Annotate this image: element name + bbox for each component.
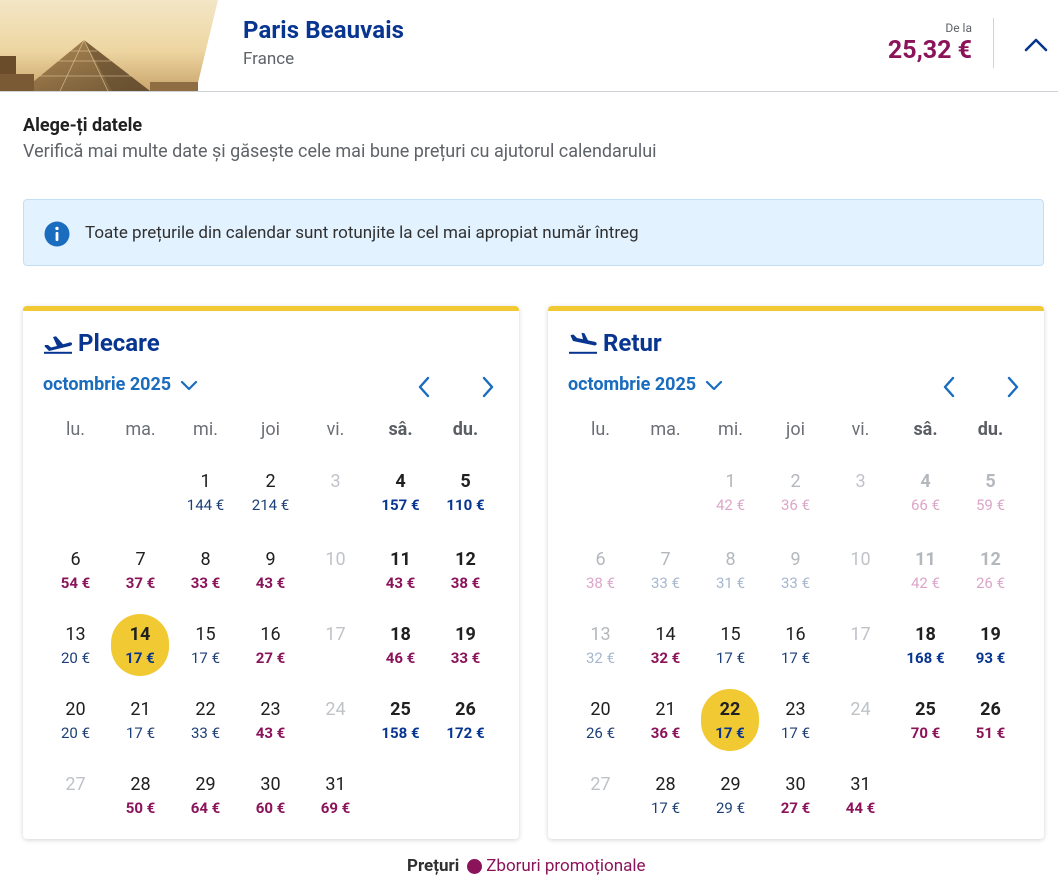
day-number: 4 (920, 471, 931, 492)
day-number: 11 (915, 549, 936, 570)
return-month-label: octombrie 2025 (568, 374, 697, 395)
day-cell[interactable] (368, 689, 433, 751)
day-number: 13 (590, 624, 611, 645)
day-cell (303, 689, 368, 751)
calendar-week (43, 461, 499, 539)
day-number: 21 (130, 699, 151, 720)
day-number: 28 (130, 774, 151, 795)
day-cell[interactable] (173, 614, 238, 676)
price-legend (407, 856, 646, 876)
day-cell[interactable] (763, 689, 828, 751)
day-number: 16 (785, 624, 806, 645)
day-cell[interactable] (43, 689, 108, 751)
day-price: 17 € (715, 724, 745, 742)
day-price: 157 € (381, 496, 420, 514)
day-number: 6 (70, 549, 81, 570)
empty-day-cell (433, 764, 498, 826)
day-cell[interactable] (303, 764, 368, 826)
departure-month-select[interactable] (43, 374, 198, 395)
promo-price: 44 € (845, 799, 876, 817)
day-cell[interactable] (828, 764, 893, 826)
day-price: 32 € (585, 649, 615, 667)
day-cell[interactable] (173, 689, 238, 751)
day-number: 15 (720, 624, 741, 645)
day-cell[interactable] (238, 764, 303, 826)
day-number: 20 (65, 699, 86, 720)
calendar-week (568, 614, 1024, 689)
calendar-week (568, 539, 1024, 614)
day-cell[interactable] (698, 614, 763, 676)
calendar-week (43, 614, 499, 689)
promo-price: 37 € (125, 574, 156, 592)
weekday-label: lu. (590, 419, 611, 440)
return-weeks (568, 461, 1024, 839)
day-price: 172 € (446, 724, 485, 742)
day-price: 33 € (780, 574, 810, 592)
day-number: 17 (325, 624, 346, 645)
return-month-select[interactable] (568, 374, 723, 395)
promo-price: 50 € (125, 799, 156, 817)
promo-price: 43 € (255, 724, 286, 742)
promo-dot-icon (467, 859, 482, 874)
price-from-label: De la (945, 21, 972, 35)
weekday-header (568, 419, 1024, 447)
info-icon (44, 221, 70, 247)
day-price: 110 € (446, 496, 485, 514)
promo-price: 64 € (190, 799, 221, 817)
weekday-label: vi. (326, 419, 345, 440)
day-cell[interactable] (43, 539, 108, 601)
day-price: 17 € (650, 799, 680, 817)
day-number: 29 (720, 774, 741, 795)
day-cell (828, 461, 893, 523)
day-number: 24 (325, 699, 346, 720)
day-cell[interactable] (173, 539, 238, 601)
selected-day-cell[interactable] (701, 689, 759, 751)
day-number: 13 (65, 624, 86, 645)
lowest-price: 25,32 € (887, 36, 972, 65)
day-number: 20 (590, 699, 611, 720)
weekday-label: du. (977, 419, 1004, 440)
day-cell (828, 539, 893, 601)
day-cell[interactable] (633, 764, 698, 826)
day-number: 7 (660, 549, 671, 570)
calendar-heading (43, 329, 160, 357)
day-cell[interactable] (238, 539, 303, 601)
day-price: 31 € (715, 574, 745, 592)
day-cell (303, 614, 368, 676)
empty-day-cell (958, 764, 1023, 826)
day-cell[interactable] (238, 689, 303, 751)
day-number: 24 (850, 699, 871, 720)
promo-price: 46 € (385, 649, 416, 667)
day-cell (763, 461, 828, 523)
day-number: 8 (725, 549, 736, 570)
day-price: 17 € (780, 724, 810, 742)
chevron-up-icon (1018, 30, 1054, 58)
promo-price: 43 € (385, 574, 416, 592)
day-number: 27 (590, 774, 611, 795)
day-cell[interactable] (108, 539, 173, 601)
info-banner (23, 199, 1044, 266)
day-cell[interactable] (368, 461, 433, 523)
calendar-week (43, 689, 499, 764)
weekday-label: joi (261, 419, 280, 440)
calendar-week (568, 689, 1024, 764)
day-price: 17 € (190, 649, 220, 667)
day-cell[interactable] (698, 764, 763, 826)
day-price: 20 € (60, 649, 90, 667)
day-number: 7 (135, 549, 146, 570)
day-number: 28 (655, 774, 676, 795)
return-grid (568, 419, 1024, 839)
day-number: 9 (790, 549, 801, 570)
promo-price: 42 € (715, 496, 745, 514)
empty-day-cell (633, 461, 698, 523)
weekday-label: sâ. (388, 419, 413, 440)
day-number: 10 (850, 549, 871, 570)
day-cell (958, 461, 1023, 523)
day-cell (958, 539, 1023, 601)
empty-day-cell (108, 461, 173, 523)
day-number: 22 (195, 699, 216, 720)
day-cell (893, 539, 958, 601)
day-number: 14 (655, 624, 676, 645)
day-number: 18 (915, 624, 936, 645)
day-number: 23 (785, 699, 806, 720)
day-number: 26 (455, 699, 476, 720)
weekday-label: sâ. (913, 419, 938, 440)
day-cell[interactable] (893, 614, 958, 676)
day-cell (303, 539, 368, 601)
destination-country: France (243, 49, 295, 69)
day-number: 21 (655, 699, 676, 720)
departure-month-label: octombrie 2025 (43, 374, 172, 395)
day-number: 1 (725, 471, 736, 492)
day-price: 20 € (60, 724, 90, 742)
section-title: Alege-ți datele (23, 115, 143, 136)
day-number: 17 (850, 624, 871, 645)
day-cell[interactable] (173, 764, 238, 826)
empty-day-cell (43, 461, 108, 523)
day-cell (568, 614, 633, 676)
day-cell[interactable] (893, 689, 958, 751)
day-price: 168 € (906, 649, 945, 667)
day-cell (633, 539, 698, 601)
departure-title: Plecare (78, 329, 160, 357)
day-cell[interactable] (368, 614, 433, 676)
day-cell (698, 539, 763, 601)
weekday-label: ma. (125, 419, 156, 440)
return-title: Retur (603, 329, 662, 357)
day-number: 22 (719, 699, 741, 720)
promo-price: 32 € (650, 649, 681, 667)
calendar-week (43, 764, 499, 839)
day-cell[interactable] (368, 539, 433, 601)
promo-price: 33 € (450, 649, 481, 667)
departure-weeks (43, 461, 499, 839)
day-number: 29 (195, 774, 216, 795)
header-divider (993, 18, 994, 68)
empty-day-cell (568, 461, 633, 523)
day-cell[interactable] (108, 689, 173, 751)
promo-price: 33 € (190, 574, 221, 592)
day-price: 33 € (190, 724, 220, 742)
day-cell[interactable] (763, 614, 828, 676)
day-number: 4 (395, 471, 406, 492)
promo-price: 69 € (320, 799, 351, 817)
day-number: 3 (330, 471, 341, 492)
day-price: 17 € (715, 649, 745, 667)
collapse-button[interactable] (1018, 30, 1054, 58)
day-price: 158 € (381, 724, 420, 742)
day-number: 26 (980, 699, 1001, 720)
empty-day-cell (368, 764, 433, 826)
day-cell[interactable] (958, 689, 1023, 751)
promo-price: 60 € (255, 799, 286, 817)
promo-price: 27 € (780, 799, 811, 817)
day-cell[interactable] (108, 764, 173, 826)
selected-day-cell[interactable] (111, 614, 169, 676)
day-cell[interactable] (633, 689, 698, 751)
promo-price: 36 € (650, 724, 681, 742)
day-number: 25 (915, 699, 936, 720)
chevron-down-icon (705, 379, 723, 391)
day-number: 16 (260, 624, 281, 645)
day-cell[interactable] (433, 539, 498, 601)
day-cell[interactable] (568, 689, 633, 751)
calendar-week (568, 764, 1024, 839)
day-cell[interactable] (763, 764, 828, 826)
promo-price: 38 € (585, 574, 615, 592)
day-number: 9 (265, 549, 276, 570)
day-cell[interactable] (433, 689, 498, 751)
day-price: 17 € (780, 649, 810, 667)
day-number: 27 (65, 774, 86, 795)
weekday-label: lu. (65, 419, 86, 440)
calendar-week (43, 539, 499, 614)
day-number: 14 (129, 624, 151, 645)
day-number: 30 (785, 774, 806, 795)
promo-price: 70 € (910, 724, 941, 742)
promo-price: 42 € (910, 574, 940, 592)
chevron-down-icon (180, 379, 198, 391)
day-price: 33 € (650, 574, 680, 592)
day-price: 214 € (251, 496, 290, 514)
day-cell (568, 764, 633, 826)
info-text: Toate prețurile din calendar sunt rotunjite la cel mai apropiat număr întreg (85, 223, 639, 243)
day-number: 23 (260, 699, 281, 720)
day-price: 29 € (715, 799, 745, 817)
day-cell[interactable] (238, 461, 303, 523)
empty-day-cell (893, 764, 958, 826)
weekday-label: du. (452, 419, 479, 440)
day-price: 17 € (125, 649, 155, 667)
day-number: 10 (325, 549, 346, 570)
weekday-label: mi. (193, 419, 218, 440)
day-price: 17 € (125, 724, 155, 742)
day-cell[interactable] (433, 461, 498, 523)
day-number: 12 (980, 549, 1001, 570)
day-price: 26 € (585, 724, 615, 742)
day-cell (893, 461, 958, 523)
promo-price: 59 € (975, 496, 1005, 514)
plane-takeoff-icon (43, 332, 73, 354)
day-number: 18 (390, 624, 411, 645)
chevron-left-icon[interactable] (940, 375, 958, 399)
day-number: 25 (390, 699, 411, 720)
day-cell (568, 539, 633, 601)
weekday-label: vi. (851, 419, 870, 440)
legend-promo-label: Zboruri promoționale (486, 856, 646, 876)
day-number: 19 (455, 624, 476, 645)
calendar-heading (568, 329, 662, 357)
legend-prices-label: Prețuri (407, 856, 460, 876)
promo-price: 51 € (975, 724, 1006, 742)
day-number: 31 (325, 774, 346, 795)
day-number: 11 (390, 549, 411, 570)
day-number: 5 (460, 471, 471, 492)
promo-price: 36 € (780, 496, 810, 514)
promo-price: 26 € (975, 574, 1005, 592)
chevron-right-icon[interactable] (1004, 375, 1022, 399)
departure-grid (43, 419, 499, 839)
departure-calendar (23, 306, 519, 839)
day-price: 93 € (975, 649, 1006, 667)
day-cell[interactable] (633, 614, 698, 676)
day-number: 30 (260, 774, 281, 795)
promo-price: 38 € (450, 574, 481, 592)
day-number: 8 (200, 549, 211, 570)
day-number: 1 (200, 471, 211, 492)
promo-price: 27 € (255, 649, 286, 667)
day-cell (828, 689, 893, 751)
day-cell (303, 461, 368, 523)
weekday-label: ma. (650, 419, 681, 440)
destination-image (0, 0, 218, 91)
promo-price: 43 € (255, 574, 286, 592)
weekday-header (43, 419, 499, 447)
day-cell[interactable] (238, 614, 303, 676)
destination-name: Paris Beauvais (243, 16, 405, 44)
weekday-label: mi. (718, 419, 743, 440)
day-cell (763, 539, 828, 601)
return-calendar (548, 306, 1044, 839)
day-number: 12 (455, 549, 476, 570)
day-number: 6 (595, 549, 606, 570)
promo-price: 54 € (60, 574, 91, 592)
day-cell[interactable] (433, 614, 498, 676)
day-number: 2 (790, 471, 801, 492)
day-number: 31 (850, 774, 871, 795)
chevron-left-icon[interactable] (415, 375, 433, 399)
day-cell[interactable] (958, 614, 1023, 676)
section-subtitle: Verifică mai multe date și găsește cele mai bune prețuri cu ajutorul calendarului (23, 141, 657, 162)
day-number: 19 (980, 624, 1001, 645)
day-cell (828, 614, 893, 676)
weekday-label: joi (786, 419, 805, 440)
day-number: 5 (985, 471, 996, 492)
day-number: 15 (195, 624, 216, 645)
calendar-week (568, 461, 1024, 539)
plane-landing-icon (568, 332, 598, 354)
chevron-right-icon[interactable] (479, 375, 497, 399)
day-cell (43, 764, 108, 826)
day-cell (698, 461, 763, 523)
day-price: 144 € (186, 496, 225, 514)
day-cell[interactable] (173, 461, 238, 523)
promo-price: 66 € (910, 496, 940, 514)
day-number: 2 (265, 471, 276, 492)
destination-header (0, 0, 1058, 92)
day-cell[interactable] (43, 614, 108, 676)
day-number: 3 (855, 471, 866, 492)
